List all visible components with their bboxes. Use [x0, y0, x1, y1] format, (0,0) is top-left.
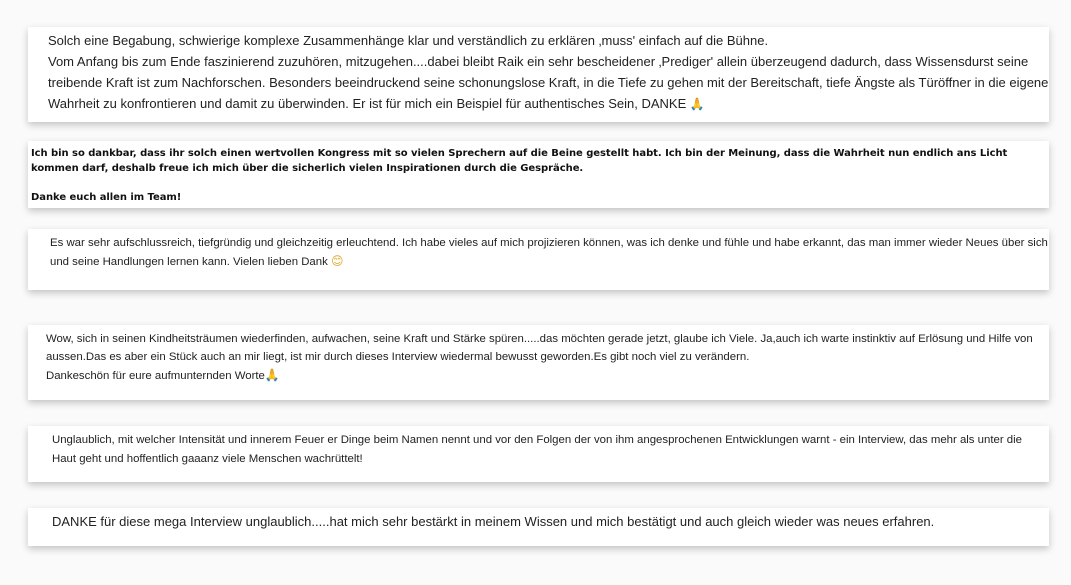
comment-text: Es war sehr aufschlussreich, tiefgründig und gleichzeitig erleuchtend. Ich habe vieles auf mich projizieren können, was ich denke und fühle und habe erkannt, das man immer wieder Neues über sich und seine Handlungen lernen kann. Vielen lieben Dank 😊	[50, 237, 1048, 268]
folded-hands-icon: 🙏	[264, 368, 280, 382]
comment-card	[28, 27, 1049, 122]
comment-text: Wow, sich in seinen Kindheitsträumen wiederfinden, aufwachen, seine Kraft und Stärke spüren.....das möchten gerade jetzt, glaube ich Viele. Ja,auch ich warte instinktiv auf Erlösung und Hilfe von aussen.Das es aber ein Stück auch an mir liegt, ist mir durch dieses Interview wiedermal bewusst geworden.Es gibt noch viel zu verändern.	[46, 333, 1033, 363]
comment-card	[28, 325, 1049, 400]
comment-card	[28, 426, 1049, 482]
comment-text: Unglaublich, mit welcher Intensität und innerem Feuer er Dinge beim Namen nennt und vor den Folgen der von ihm angesprochenen Entwicklungen warnt - ein Interview, das mehr als unter die Haut geht und hoffentlich gaaanz viele Menschen wachrüttelt!	[52, 434, 1023, 465]
comment-text: Ich bin so dankbar, dass ihr solch einen wertvollen Kongress mit so vielen Sprechern auf die Beine gestellt habt. Ich bin der Meinung, dass die Wahrheit nun endlich ans Licht kommen darf, deshalb freue ich mich über die sicherlich vielen Inspirationen durch die Gespräche.	[31, 148, 1008, 174]
comment-text: DANKE für diese mega Interview unglaublich.....hat mich sehr bestärkt in meinem Wissen und mich bestätigt und auch gleich wieder was neues erfahren.	[52, 514, 935, 529]
folded-hands-icon: 🙏	[689, 97, 705, 111]
comment-text: Solch eine Begabung, schwierige komplexe Zusammenhänge klar und verständlich zu erklären ‚muss' einfach auf die Bühne.	[48, 33, 769, 48]
comment-text: Danke euch allen im Team!	[31, 192, 182, 203]
comment-card	[28, 508, 1049, 546]
comment-card	[28, 229, 1049, 290]
comment-text: Dankeschön für eure aufmunternden Worte🙏	[46, 368, 280, 382]
comment-card	[28, 141, 1049, 208]
comment-text: Vom Anfang bis zum Ende faszinierend zuzuhören, mitzugehen....dabei bleibt Raik ein sehr bescheidener ‚Prediger' allein überzeugend dadurch, dass Wissensdurst seine treibende Kraft ist zum Nachforschen. Besonders beeindruckend seine schonungslose Kraft, in die Tiefe zu gehen mit der Bereitschaft, tiefe Ängste als Türöffner in die eigene Wahrheit zu konfrontieren und damit zu überwinden. Er ist für mich ein Beispiel für authentisches Sein, DANKE 🙏	[48, 54, 1049, 111]
smiling-face-icon: 😊	[330, 254, 344, 268]
